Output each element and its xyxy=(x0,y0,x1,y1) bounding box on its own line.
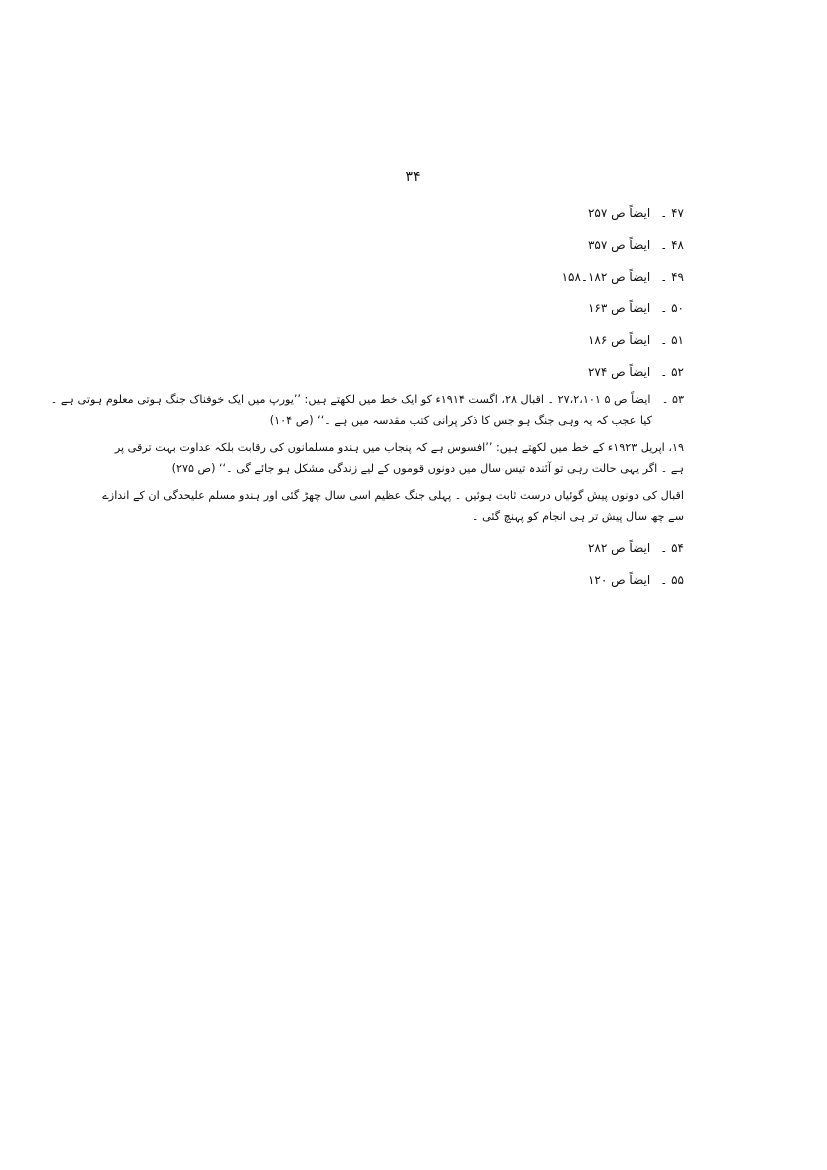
note-text: ایضاً ص ۱۸۶ xyxy=(587,333,651,348)
note-paragraph xyxy=(114,437,684,479)
note-53 xyxy=(50,389,684,527)
note-text: ایضاً ص ۲۵۷ xyxy=(587,206,651,220)
note-53-first-line xyxy=(50,389,684,410)
list-item xyxy=(140,565,684,595)
note-text-line: ہے ۔ اگر یہی حالت رہی تو آئندہ تیس سال میں دونوں قوموں کے لیے زندگی مشکل ہو جائے گی ۔‘‘ (ص ۲۷۵) xyxy=(171,461,684,475)
note-text: ایضاً ص ۱۶۳ xyxy=(587,301,651,316)
note-paragraph xyxy=(102,485,684,527)
note-text: ایضاً ص ۲۸۲ xyxy=(587,540,651,555)
list-item xyxy=(140,357,684,387)
note-text-line: اقبال کی دونوں پیش گوئیاں درست ثابت ہوئیں ۔ پہلی جنگ عظیم اسی سال چھڑ گئی اور ہندو مسلم علیحدگی ان کے اندازے xyxy=(102,488,684,502)
note-number: ۵۰ ۔ xyxy=(660,301,684,316)
note-text: ایضاً ص ۵ ۲۷،۲،۱۰۱ ۔ اقبال ۲۸، اگست ۱۹۱۴ء کو ایک خط میں لکھتے ہیں: ’’یورپ میں ایک خوفناک جنگ ہوتی معلوم ہوتی ہے ۔ xyxy=(50,392,651,406)
list-item xyxy=(140,533,684,563)
note-text: ایضاً ص ۱۲۰ xyxy=(587,572,651,587)
note-number: ۵۵ ۔ xyxy=(660,572,684,587)
note-text: ایضاً ص ۳۵۷ xyxy=(587,237,651,252)
list-item xyxy=(140,230,684,260)
endnotes-list xyxy=(50,198,684,596)
list-item xyxy=(140,198,684,228)
note-text-line: کیا عجب کہ یہ وہی جنگ ہو جس کا ذکر پرانی کتب مقدسہ میں ہے ۔‘‘ (ص ۱۰۴) xyxy=(269,413,652,427)
note-text: ایضاً ص ۲۷۴ xyxy=(587,364,651,379)
list-item xyxy=(140,293,684,323)
note-number: ۴۸ ۔ xyxy=(660,237,684,252)
list-item xyxy=(140,262,684,292)
note-number: ۴۷ ۔ xyxy=(660,206,684,220)
list-item xyxy=(140,325,684,355)
page-number: ۳۴ xyxy=(405,169,421,185)
note-text: ایضاً ص ۱۸۲۔۱۵۸ xyxy=(561,269,651,284)
note-number: ۵۳ ۔ xyxy=(661,392,684,406)
note-text-line: سے چھ سال پیش تر ہی انجام کو پہنچ گئی ۔ xyxy=(471,509,684,523)
note-number: ۵۱ ۔ xyxy=(660,333,684,348)
note-number: ۵۴ ۔ xyxy=(660,540,684,555)
note-text-line: ۱۹، اپریل ۱۹۲۳ء کے خط میں لکھتے ہیں: ’’افسوس ہے کہ پنجاب میں ہندو مسلمانوں کی رقابت بلکہ عداوت بہت ترقی پر xyxy=(114,440,684,454)
note-number: ۵۲ ۔ xyxy=(660,364,684,379)
note-number: ۴۹ ۔ xyxy=(660,269,684,284)
